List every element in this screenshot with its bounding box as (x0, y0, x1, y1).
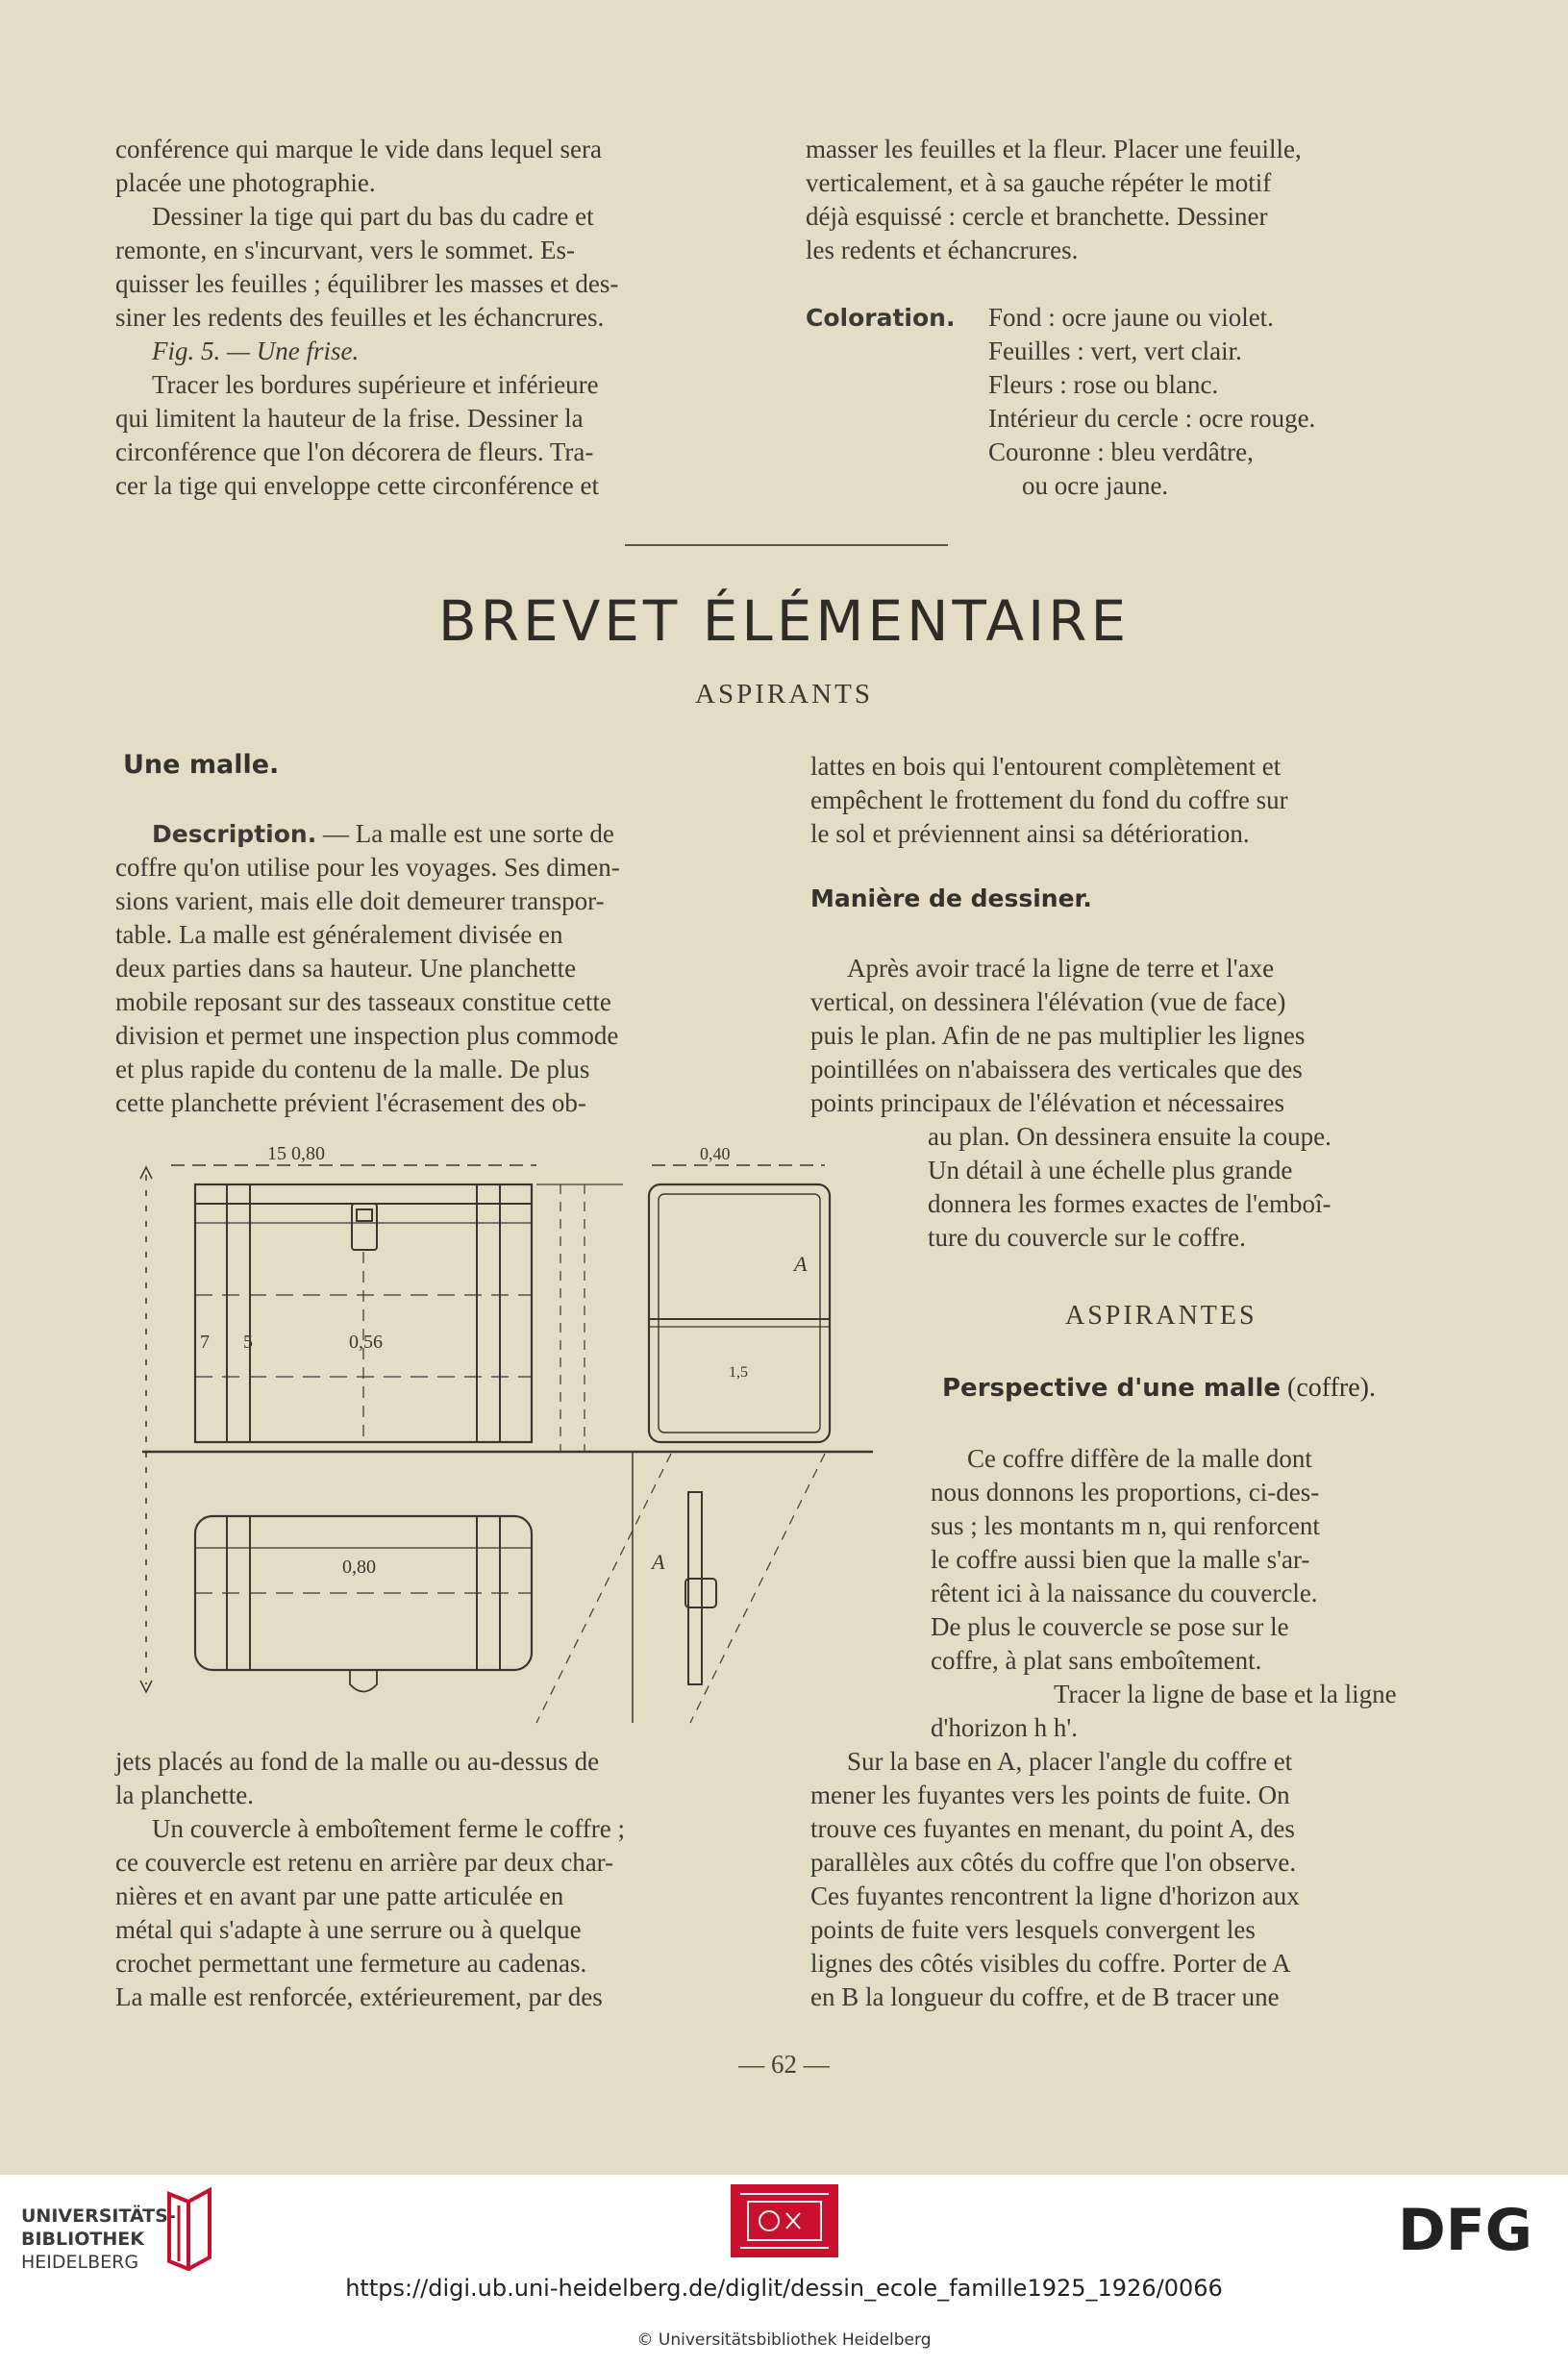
section-divider (625, 544, 948, 546)
text-line: deux parties dans sa hauteur. Une planchette (115, 954, 577, 983)
text-line: coffre qu'on utilise pour les voyages. Ses dimen- (115, 853, 620, 882)
text-line: le sol et préviennent ainsi sa détérioration. (810, 819, 1250, 848)
text-line: La malle est renforcée, extérieurement, par des (115, 1982, 603, 2011)
epistemes-logo-icon (731, 2184, 838, 2257)
text-line: qui limitent la hauteur de la frise. Dessiner la (115, 404, 584, 433)
dim-label: 5 (243, 1332, 253, 1353)
dim-label: 1,5 (729, 1364, 748, 1381)
text-line: déjà esquissé : cercle et branchette. Dessiner (806, 202, 1268, 231)
copyright-notice: © Universitätsbibliothek Heidelberg (636, 2330, 932, 2350)
coloration-line: Couronne : bleu verdâtre, (988, 437, 1254, 466)
text-line: Dessiner la tige qui part du bas du cadre et (152, 202, 594, 231)
text-line: cette planchette prévient l'écrasement des ob- (115, 1088, 586, 1117)
trunk-technical-drawing (133, 1146, 873, 1747)
text-line: points de fuite vers lesquels convergent les (810, 1915, 1256, 1944)
dfg-logo-text: DFG (1398, 2202, 1533, 2255)
malle-heading: Une malle. (123, 750, 280, 780)
point-label: A (652, 1550, 665, 1574)
text-line: Ce coffre diffère de la malle dont (967, 1444, 1312, 1473)
text-line: métal qui s'adapte à une serrure ou à quelque (115, 1915, 582, 1944)
text-line: au plan. On dessinera ensuite la coupe. (928, 1122, 1332, 1151)
text-line: Ces fuyantes rencontrent la ligne d'horizon aux (810, 1881, 1300, 1910)
text-line: les redents et échancrures. (806, 236, 1079, 264)
library-name (21, 2205, 176, 2274)
text-line: division et permet une inspection plus commode (115, 1021, 619, 1050)
coloration-line: Fleurs : rose ou blanc. (988, 370, 1219, 399)
text-line: crochet permettant une fermeture au cadenas. (115, 1949, 587, 1978)
text-line: jets placés au fond de la malle ou au-dessus de (115, 1747, 600, 1776)
aspirantes-heading: ASPIRANTES (1065, 1301, 1257, 1331)
text-line: la planchette. (115, 1781, 254, 1809)
top-left-column (115, 133, 779, 503)
text-line: ce couvercle est retenu en arrière par deux char- (115, 1848, 614, 1877)
text-line: remonte, en s'incurvant, vers le sommet. Es- (115, 236, 575, 264)
aspirantes-narrow-column (931, 1442, 1461, 1745)
text-line: sus ; les montants m n, qui renforcent (931, 1511, 1320, 1540)
dfg-logo-icon (1398, 2202, 1552, 2255)
text-line: mobile reposant sur des tasseaux constitue cette (115, 987, 611, 1016)
text-line: Sur la base en A, placer l'angle du coffre et (847, 1747, 1293, 1776)
coloration-line: Intérieur du cercle : ocre rouge. (988, 404, 1316, 433)
text-line: nous donnons les proportions, ci-des- (931, 1478, 1320, 1507)
text-line: parallèles aux côtés du coffre que l'on observe. (810, 1848, 1297, 1877)
coloration-line: Fond : ocre jaune ou violet. (988, 303, 1274, 332)
text-line: Tracer la ligne de base et la ligne (1054, 1680, 1397, 1708)
text-line: nières et en avant par une patte articulée en (115, 1881, 564, 1910)
library-line: BIBLIOTHEK (21, 2229, 144, 2250)
dim-label: 15 0,80 (267, 1146, 325, 1164)
coloration-line: ou ocre jaune. (1022, 471, 1169, 500)
fig-caption: Fig. 5. — Une frise. (152, 336, 360, 365)
coloration-block (806, 301, 1479, 512)
text-line: mener les fuyantes vers les points de fuite. On (810, 1781, 1290, 1809)
text-line: pointillées on n'abaissera des verticales que des (810, 1055, 1303, 1084)
dim-label: 0,80 (342, 1557, 376, 1578)
text-line: circonférence que l'on décorera de fleurs. Tra- (115, 437, 594, 466)
text-line: en B la longueur du coffre, et de B tracer une (810, 1982, 1280, 2011)
top-right-column (806, 133, 1452, 267)
coloration-label: Coloration. (806, 304, 956, 332)
text-line: placée une photographie. (115, 168, 376, 197)
text-line: verticalement, et à sa gauche répéter le motif (806, 168, 1272, 197)
text-line: points principaux de l'élévation et nécessaires (810, 1088, 1284, 1117)
text-line: coffre, à plat sans emboîtement. (931, 1646, 1262, 1675)
maniere-column (810, 952, 1456, 1120)
text-line: quisser les feuilles ; équilibrer les masses et des- (115, 269, 619, 298)
library-line: HEIDELBERG (21, 2252, 139, 2273)
text-line: le coffre aussi bien que la malle s'ar- (931, 1545, 1310, 1574)
coloration-line: Feuilles : vert, vert clair. (988, 336, 1242, 365)
page-title: BREVET ÉLÉMENTAIRE (437, 588, 1131, 654)
text-line: rêtent ici à la naissance du couvercle. (931, 1579, 1318, 1607)
text-line: donnera les formes exactes de l'emboî- (928, 1189, 1332, 1218)
page-number: — 62 — (738, 2050, 830, 2079)
bottom-left-column (115, 1745, 779, 2014)
text-line: cer la tige qui enveloppe cette circonférence et (115, 471, 599, 500)
perspective-paren: (coffre). (1287, 1373, 1376, 1403)
text-line: puis le plan. Afin de ne pas multiplier les lignes (810, 1021, 1306, 1050)
text-line: empêchent le frottement du fond du coffre sur (810, 785, 1288, 814)
text-line: conférence qui marque le vide dans lequel sera (115, 135, 603, 163)
malle-right-column (810, 750, 1456, 851)
text-line: Un couvercle à emboîtement ferme le coffre ; (152, 1814, 626, 1843)
description-label: Description. (152, 820, 317, 848)
text-line: sions varient, mais elle doit demeurer transpor- (115, 886, 605, 915)
malle-left-column (115, 817, 779, 1120)
permalink-url[interactable]: https://digi.ub.uni-heidelberg.de/diglit/dessin_ecole_famille1925_1926/0066 (345, 2275, 1223, 2302)
text-line: — La malle est une sorte de (322, 819, 614, 848)
text-line: table. La malle est généralement divisée en (115, 920, 563, 949)
point-label: A (794, 1252, 808, 1276)
text-line: ture du couvercle sur le coffre. (928, 1223, 1246, 1252)
perspective-title: Perspective d'une malle (942, 1374, 1281, 1403)
section-subtitle: ASPIRANTS (695, 679, 873, 710)
text-line: lignes des côtés visibles du coffre. Porter de A (810, 1949, 1291, 1978)
dim-label: 0,56 (349, 1332, 383, 1353)
library-logo-icon (160, 2184, 217, 2271)
library-line: UNIVERSITÄTS- (21, 2205, 176, 2227)
text-line: Tracer les bordures supérieure et inférieure (152, 370, 599, 399)
text-line: lattes en bois qui l'entourent complètement et (810, 752, 1282, 781)
text-line: Après avoir tracé la ligne de terre et l'axe (847, 954, 1275, 983)
text-line: masser les feuilles et la fleur. Placer une feuille, (806, 135, 1302, 163)
maniere-heading: Manière de dessiner. (810, 885, 1092, 912)
perspective-heading (942, 1373, 1376, 1404)
text-line: siner les redents des feuilles et les échancrures. (115, 303, 605, 332)
text-line: vertical, on dessinera l'élévation (vue de face) (810, 987, 1286, 1016)
maniere-narrow-column (928, 1120, 1458, 1255)
text-line: trouve ces fuyantes en menant, du point A, des (810, 1814, 1295, 1843)
text-line: De plus le couvercle se pose sur le (931, 1612, 1289, 1641)
text-line: et plus rapide du contenu de la malle. De plus (115, 1055, 590, 1084)
aspirantes-full-column (810, 1745, 1456, 2014)
text-line: Un détail à une échelle plus grande (928, 1156, 1293, 1184)
dim-label: 0,40 (700, 1146, 731, 1163)
dim-label: 7 (200, 1332, 210, 1353)
text-line: d'horizon h h'. (931, 1713, 1078, 1742)
